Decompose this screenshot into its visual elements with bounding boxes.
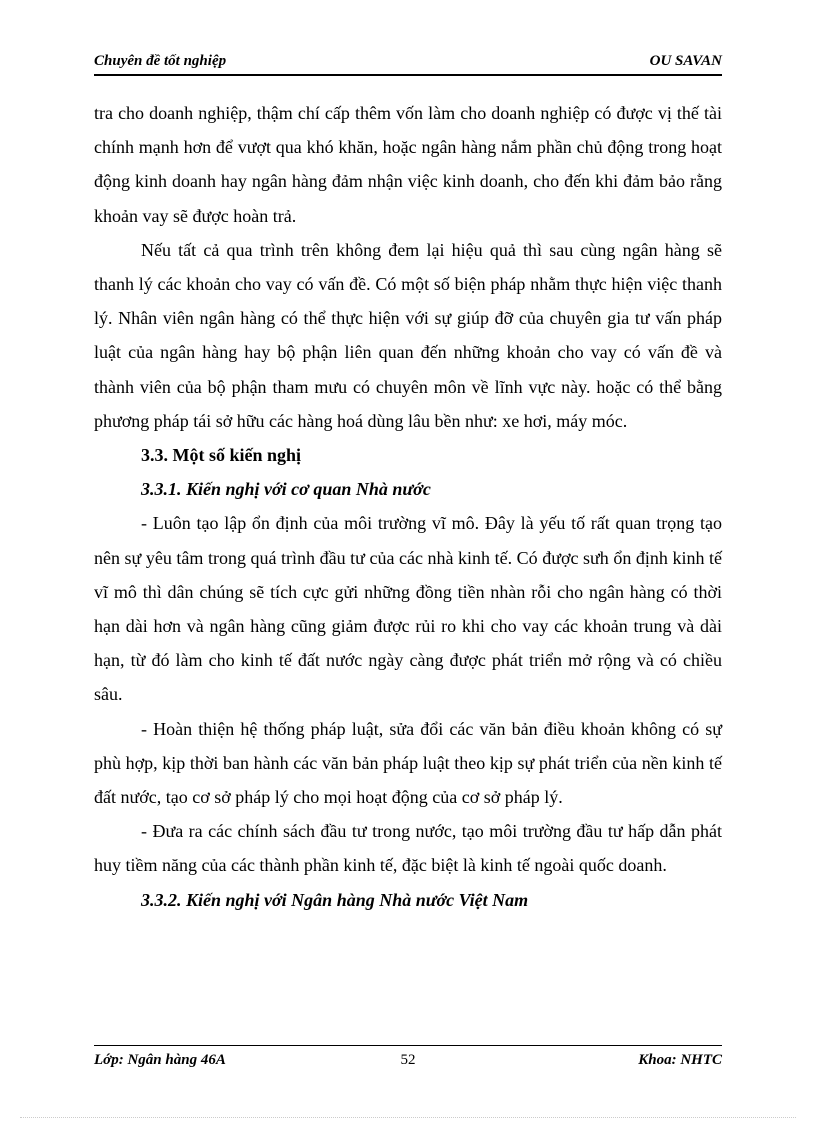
page-footer (94, 1045, 722, 1076)
footer-class: Lớp: Ngân hàng 46A (94, 1052, 226, 1068)
page-number: 52 (400, 1052, 416, 1068)
paragraph-continued: tra cho doanh nghiệp, thậm chí cấp thêm vốn làm cho doanh nghiệp có được vị thế tài chính mạnh hơn để vượt qua khó khăn, hoặc ngân hàng nắm phần chủ động trong hoạt động kinh doanh hay ngân hàng đảm nhận việc kinh doanh, cho đến khi đảm bảo rằng khoản vay sẽ được hoàn trả. (94, 103, 722, 226)
header-title: Chuyên đề tốt nghiệp (94, 53, 227, 69)
header-author: OU SAVAN (649, 53, 722, 69)
subsection-heading-central-bank: 3.3.2. Kiến nghị với Ngân hàng Nhà nước Việt Nam (141, 889, 529, 910)
paragraph-legal-system: - Hoàn thiện hệ thống pháp luật, sửa đổi các văn bản điều khoản không có sự phù hợp, kịp thời ban hành các văn bản pháp luật theo kịp sự phát triển của nền kinh tế đất nước, tạo cơ sở pháp lý cho mọi hoạt động của cơ sở pháp lý. (94, 718, 722, 808)
footer-faculty: Khoa: NHTC (638, 1052, 722, 1068)
document-body (94, 96, 722, 917)
page-edge-divider (20, 1117, 796, 1118)
section-heading: 3.3. Một số kiến nghị (141, 445, 302, 466)
page-header (94, 50, 722, 76)
paragraph-investment-policy: - Đưa ra các chính sách đầu tư trong nước, tạo môi trường đầu tư hấp dẫn phát huy tiềm năng của các thành phần kinh tế, đặc biệt là kinh tế ngoài quốc doanh. (94, 821, 722, 876)
subsection-heading-state: 3.3.1. Kiến nghị với cơ quan Nhà nước (141, 479, 431, 500)
paragraph-macro-stability: - Luôn tạo lập ổn định của môi trường vĩ mô. Đây là yếu tố rất quan trọng tạo nên sự yêu tâm trong quá trình đầu tư của các nhà kinh tế. Có được sưh ổn định kinh tế vĩ mô thì dân chúng sẽ tích cực gửi những đồng tiền nhàn rỗi cho ngân hàng có thời hạn dài hơn và ngân hàng cũng giảm được rủi ro khi cho vay các khoản trung và dài hạn, từ đó làm cho kinh tế đất nước ngày càng được phát triển mở rộng và có chiều sâu. (94, 513, 722, 705)
paragraph-liquidation: Nếu tất cả qua trình trên không đem lại hiệu quả thì sau cùng ngân hàng sẽ thanh lý các khoản cho vay có vấn đề. Có một số biện pháp nhằm thực hiện việc thanh lý. Nhân viên ngân hàng có thể thực hiện với sự giúp đỡ của chuyên gia tư vấn pháp luật của ngân hàng hay bộ phận liên quan đến những khoản cho vay có vấn đề và thành viên của bộ phận tham mưu có chuyên môn về lĩnh vực này. hoặc có thể bằng phương pháp tái sở hữu các hàng hoá dùng lâu bền như: xe hơi, máy móc. (94, 239, 722, 431)
